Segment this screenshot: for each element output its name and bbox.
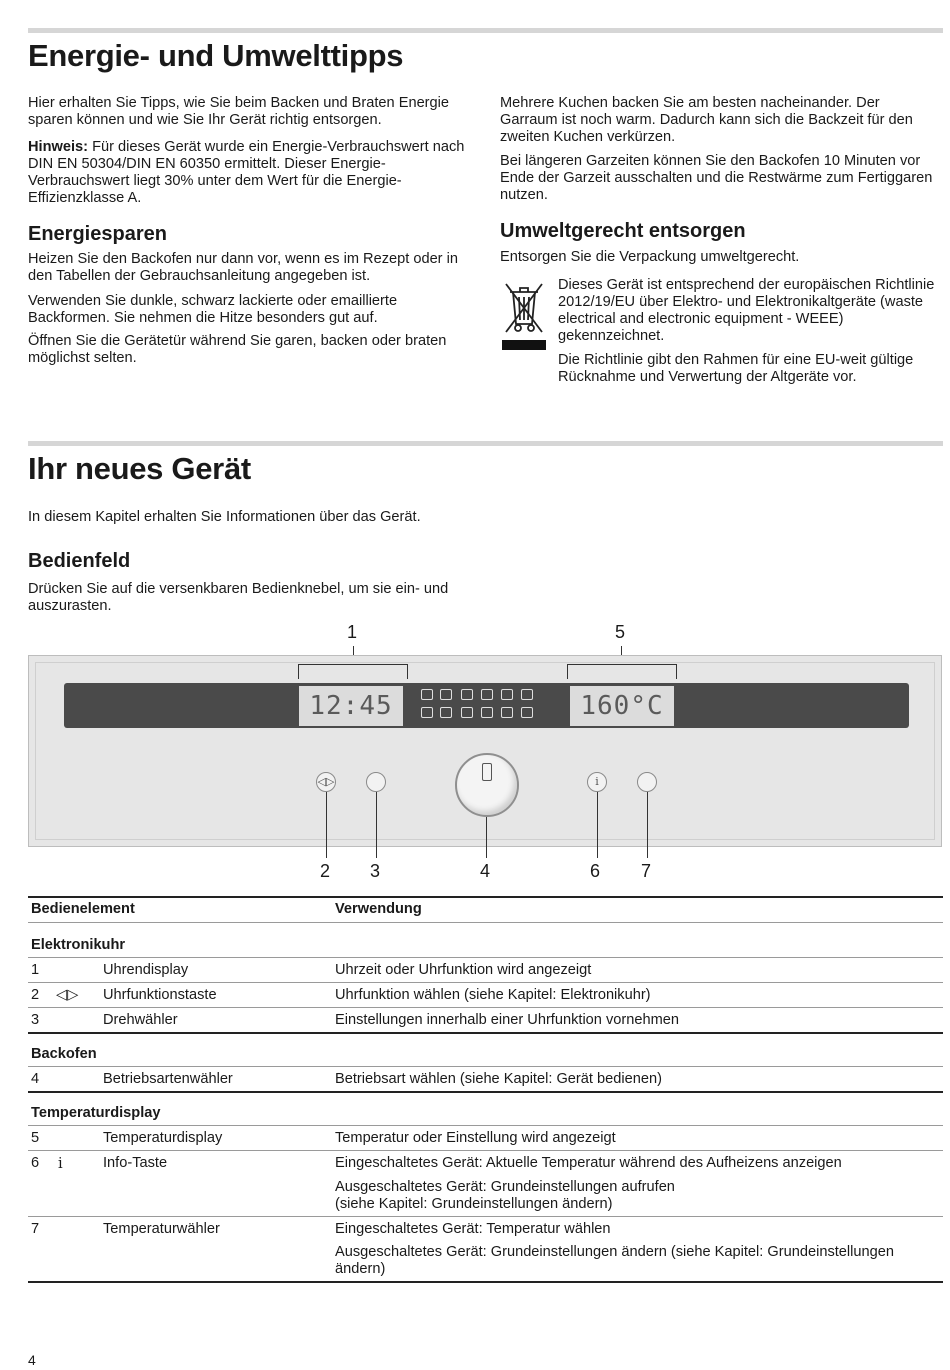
row-usage: Ausgeschaltetes Gerät: Grundeinstellungen ändern (siehe Kapitel: Grundeinstellungen	[335, 1244, 894, 1260]
energiesparen-heading: Energiesparen	[28, 223, 167, 245]
table-rule	[28, 922, 943, 923]
callout-3: 3	[370, 861, 381, 881]
row-element: Info-Taste	[103, 1155, 168, 1171]
right-paragraph-2: Bei längeren Garzeiten können Sie den Backofen 10 Minuten vor Ende der Garzeit ausschalten und die Restwärme zum Fertiggaren nutzen.	[500, 153, 933, 203]
clock-function-button[interactable]: ◁▷	[316, 772, 336, 792]
table-rule	[28, 957, 943, 958]
table-rule	[28, 1091, 943, 1093]
row-number: 5	[31, 1130, 40, 1146]
row-usage: Betriebsart wählen (siehe Kapitel: Gerät bedienen)	[335, 1071, 662, 1087]
clock-function-icon: ◁▷	[56, 987, 79, 1003]
weee-crossed-bin-icon	[500, 278, 548, 352]
row-usage: Eingeschaltetes Gerät: Aktuelle Temperatur während des Aufheizens anzeigen	[335, 1155, 842, 1171]
energiesparen-p3: Öffnen Sie die Gerätetür während Sie garen, backen oder braten möglichst selten.	[28, 333, 447, 366]
table-header: Bedienelement	[31, 901, 135, 917]
row-number: 2	[31, 987, 40, 1003]
table-group-label: Temperaturdisplay	[31, 1105, 161, 1121]
mode-symbol-icon	[421, 689, 433, 700]
leader-line	[597, 792, 598, 858]
row-usage: Einstellungen innerhalb einer Uhrfunktion vornehmen	[335, 1012, 679, 1028]
mode-symbol-icon	[461, 689, 473, 700]
row-element: Temperaturwähler	[103, 1221, 220, 1237]
table-rule	[28, 1281, 943, 1283]
page-number: 4	[28, 1352, 36, 1368]
leader-line	[326, 792, 327, 858]
row-number: 4	[31, 1071, 40, 1087]
right-paragraph-1: Mehrere Kuchen backen Sie am besten nacheinander. Der Garraum ist noch warm. Dadurch kann sich die Backzeit für den zweiten Kuchen verkürzen.	[500, 95, 913, 145]
row-usage: (siehe Kapitel: Grundeinstellungen ändern)	[335, 1196, 613, 1212]
row-element: Drehwähler	[103, 1012, 178, 1028]
info-button[interactable]: i	[587, 772, 607, 792]
mode-symbol-icon	[521, 707, 533, 718]
section-title: Ihr neues Gerät	[28, 451, 251, 486]
callout-7: 7	[641, 861, 652, 881]
section-rule	[28, 441, 943, 446]
callout-bracket	[567, 664, 677, 679]
table-rule	[28, 1066, 943, 1067]
operating-mode-knob[interactable]	[455, 753, 519, 817]
table-header: Verwendung	[335, 901, 422, 917]
mode-symbol-icon	[440, 689, 452, 700]
row-number: 1	[31, 962, 40, 978]
table-rule	[28, 1125, 943, 1126]
row-element: Betriebsartenwähler	[103, 1071, 233, 1087]
entsorgen-p1: Entsorgen Sie die Verpackung umweltgerecht.	[500, 249, 800, 265]
table-rule	[28, 896, 943, 898]
leader-line	[647, 792, 648, 858]
hinweis-text: Für dieses Gerät wurde ein Energie-Verbrauchswert nach DIN EN 50304/DIN EN 60350 ermittelt. Dieser Energie-Verbrauchswert liegt 30% unter dem Wert für die Energie-Effizienzklasse A.	[28, 139, 465, 206]
bedienfeld-heading: Bedienfeld	[28, 550, 131, 572]
row-usage: Uhrzeit oder Uhrfunktion wird angezeigt	[335, 962, 592, 978]
energiesparen-p2: Verwenden Sie dunkle, schwarz lackierte oder emaillierte Backformen. Sie nehmen die Hitze besonders gut auf.	[28, 293, 398, 326]
row-element: Uhrfunktionstaste	[103, 987, 217, 1003]
hinweis-label: Hinweis:	[28, 139, 89, 155]
callout-1: 1	[347, 622, 358, 642]
table-rule	[28, 1032, 943, 1034]
section2-intro: In diesem Kapitel erhalten Sie Informationen über das Gerät.	[28, 509, 421, 525]
leader-line	[376, 792, 377, 858]
table-rule	[28, 1216, 943, 1217]
leader-line	[486, 817, 487, 858]
clock-display: 12:45	[299, 686, 403, 726]
entsorgen-p3: Die Richtlinie gibt den Rahmen für eine EU-weit gültige Rücknahme und Verwertung der Altgeräte vor.	[558, 352, 914, 385]
mode-symbol-icon	[481, 707, 493, 718]
row-number: 7	[31, 1221, 40, 1237]
row-number: 6	[31, 1155, 40, 1171]
energiesparen-p1: Heizen Sie den Backofen nur dann vor, wenn es im Rezept oder in den Tabellen der Gebrauchsanleitung angegeben ist.	[28, 251, 458, 284]
bedienfeld-text: Drücken Sie auf die versenkbaren Bedienknebel, um sie ein- und auszurasten.	[28, 581, 449, 614]
row-number: 3	[31, 1012, 40, 1028]
mode-symbol-icon	[481, 689, 493, 700]
intro-text: Hier erhalten Sie Tipps, wie Sie beim Backen und Braten Energie sparen können und wie Sie Ihr Gerät richtig entsorgen.	[28, 95, 450, 128]
entsorgen-p2: Dieses Gerät ist entsprechend der europäischen Richtlinie 2012/19/EU über Elektro- und Elektronikaltgeräte (waste electrical and electronic equipment - WEEE) gekennzeichnet.	[558, 277, 935, 344]
row-usage: ändern)	[335, 1261, 386, 1277]
row-usage: Eingeschaltetes Gerät: Temperatur wählen	[335, 1221, 611, 1237]
info-icon: i	[58, 1155, 63, 1172]
section-title: Energie- und Umwelttipps	[28, 38, 404, 73]
row-usage: Uhrfunktion wählen (siehe Kapitel: Elektronikuhr)	[335, 987, 651, 1003]
mode-symbol-icon	[501, 689, 513, 700]
callout-4: 4	[480, 861, 491, 881]
mode-symbol-icon	[440, 707, 452, 718]
row-element: Uhrendisplay	[103, 962, 189, 978]
callout-bracket	[298, 664, 408, 679]
rotary-selector-knob[interactable]	[366, 772, 386, 792]
section-rule	[28, 28, 943, 33]
table-group-label: Elektronikuhr	[31, 937, 126, 953]
mode-symbol-icon	[461, 707, 473, 718]
row-element: Temperaturdisplay	[103, 1130, 223, 1146]
callout-5: 5	[615, 622, 626, 642]
hinweis-paragraph	[28, 139, 478, 207]
mode-symbol-icon	[421, 707, 433, 718]
row-usage: Temperatur oder Einstellung wird angezeigt	[335, 1130, 616, 1146]
callout-2: 2	[320, 861, 331, 881]
temperature-display: 160°C	[570, 686, 674, 726]
table-rule	[28, 982, 943, 983]
entsorgen-heading: Umweltgerecht entsorgen	[500, 220, 746, 242]
mode-symbol-icon	[501, 707, 513, 718]
table-rule	[28, 1007, 943, 1008]
callout-6: 6	[590, 861, 601, 881]
table-rule	[28, 1150, 943, 1151]
table-group-label: Backofen	[31, 1046, 97, 1062]
row-usage: Ausgeschaltetes Gerät: Grundeinstellungen aufrufen	[335, 1179, 675, 1195]
mode-symbol-icon	[521, 689, 533, 700]
temperature-selector-knob[interactable]	[637, 772, 657, 792]
